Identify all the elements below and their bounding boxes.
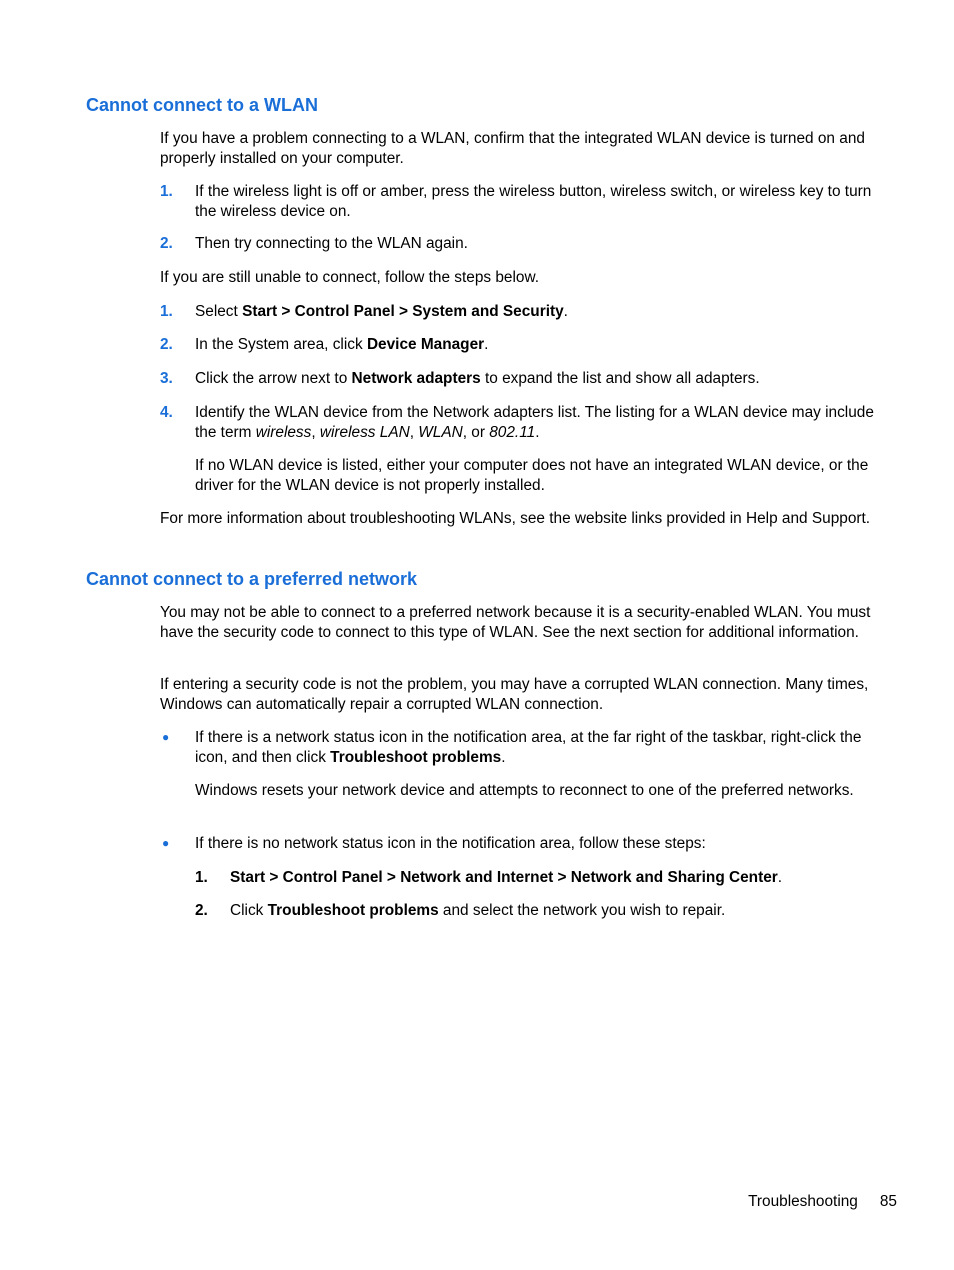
sub-step-1 (195, 868, 885, 888)
ui-term: Device Manager (366, 336, 485, 353)
section-heading-wlan: Cannot connect to a WLAN (86, 95, 318, 115)
bullet-item-1 (160, 728, 880, 767)
footer-section-label: Troubleshooting (748, 1193, 858, 1210)
step-a-2 (160, 234, 880, 254)
section-heading-preferred-network: Cannot connect to a preferred network (86, 569, 418, 589)
more-info-paragraph: For more information about troubleshooting WLANs, see the website links provided in Help and Support. (160, 510, 871, 527)
step-number: 2. (195, 902, 208, 919)
bullet-text: If there is a network status icon in the notification area, at the far right of the taskbar, right-click the icon, and then click Troubleshoot problems. (195, 729, 862, 766)
still-unable-paragraph: If you are still unable to connect, follow the steps below. (160, 269, 540, 286)
step-b-4 (160, 403, 880, 442)
step-text: Click Troubleshoot problems and select the network you wish to repair. (230, 902, 726, 919)
step-a-1 (160, 182, 880, 221)
step-b-3 (160, 369, 880, 389)
ui-term: Troubleshoot problems (330, 748, 502, 766)
bullet-text: If there is no network status icon in the notification area, follow these steps: (195, 835, 706, 852)
step-b-1 (160, 302, 880, 322)
step-number: 4. (160, 404, 173, 421)
ui-term: Network adapters (351, 370, 481, 387)
step-text: Select Start > Control Panel > System and Security. (195, 303, 568, 320)
preferred-paragraph-2: If entering a security code is not the problem, you may have a corrupted WLAN connection. Many times, Windows can automatically repair a corrupted WLAN connection. (160, 676, 869, 713)
step-text: Identify the WLAN device from the Network adapters list. The listing for a WLAN device may include the term wireless, wireless LAN, WLAN, or 802.11. (195, 404, 874, 441)
page-number: 85 (879, 1193, 897, 1210)
step-text: Then try connecting to the WLAN again. (195, 235, 468, 252)
step-number: 1. (160, 303, 173, 320)
step-number: 2. (160, 336, 173, 353)
sub-step-2 (195, 901, 885, 921)
bullet-item-2 (160, 834, 880, 854)
page-footer (748, 1192, 897, 1212)
menu-path: Start > Control Panel > Network and Internet > Network and Sharing Center (230, 869, 778, 886)
intro-paragraph: If you have a problem connecting to a WLAN, confirm that the integrated WLAN device is turned on and properly installed on your computer. (160, 130, 865, 167)
step-b-2 (160, 335, 880, 355)
step-number: 1. (160, 183, 173, 200)
step-number: 1. (195, 869, 208, 886)
step-number: 2. (160, 235, 173, 252)
step-text: Start > Control Panel > Network and Internet > Network and Sharing Center. (230, 869, 783, 886)
bullet-1-note: Windows resets your network device and attempts to reconnect to one of the preferred networks. (195, 782, 854, 799)
menu-path: Start > Control Panel > System and Security (242, 303, 564, 320)
bullet-icon: ● (162, 836, 170, 850)
ui-term: Troubleshoot problems (267, 902, 439, 919)
step-text: In the System area, click Device Manager. (195, 336, 489, 353)
step-number: 3. (160, 370, 173, 387)
step-text: Click the arrow next to Network adapters to expand the list and show all adapters. (195, 370, 760, 387)
step-4-note: If no WLAN device is listed, either your computer does not have an integrated WLAN device, or the driver for the WLAN device is not properly installed. (195, 457, 869, 494)
step-text: If the wireless light is off or amber, press the wireless button, wireless switch, or wireless key to turn the wireless device on. (195, 183, 872, 220)
preferred-paragraph-1: You may not be able to connect to a preferred network because it is a security-enabled WLAN. You must have the security code to connect to this type of WLAN. See the next section for additional information. (160, 604, 871, 641)
bullet-icon: ● (162, 730, 170, 744)
